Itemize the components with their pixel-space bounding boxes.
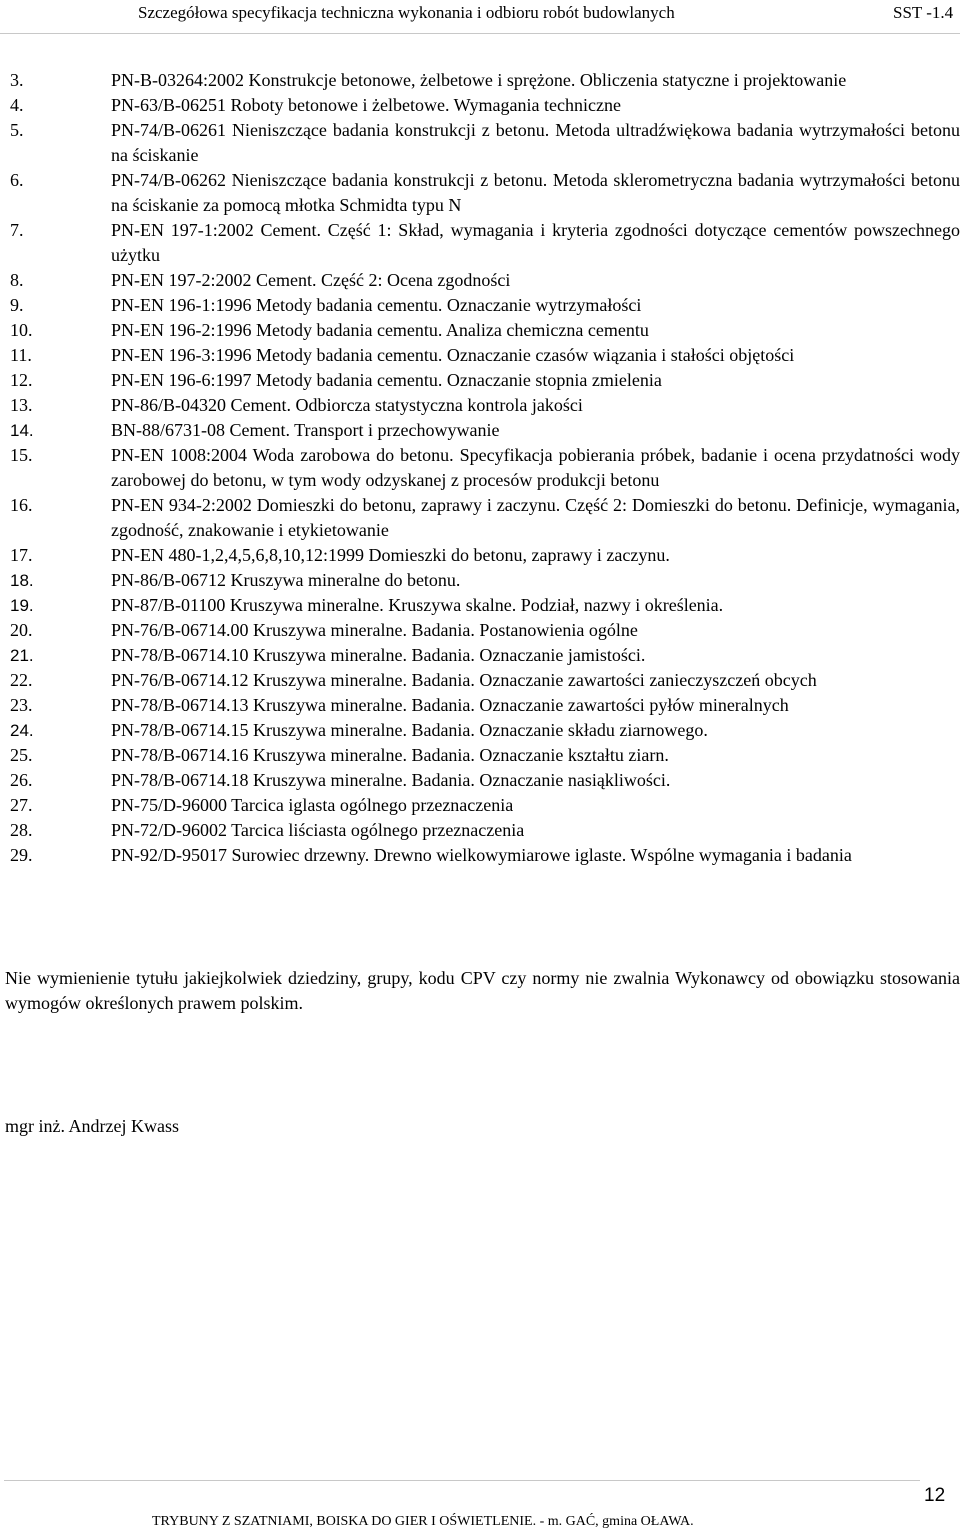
reference-text: PN-86/B-04320 Cement. Odbiorcza statystyczna kontrola jakości (111, 395, 583, 415)
reference-number: 19. (10, 596, 34, 615)
reference-item (0, 668, 960, 693)
reference-text: PN-92/D-95017 Surowiec drzewny. Drewno wielkowymiarowe iglaste. Wspólne wymagania i badania (111, 845, 852, 865)
reference-item (0, 693, 960, 718)
reference-number: 3. (10, 70, 24, 90)
reference-number: 21. (10, 646, 34, 665)
reference-item (0, 268, 960, 293)
reference-number: 24. (10, 721, 34, 740)
reference-text: PN-EN 196-2:1996 Metody badania cementu. Analiza chemiczna cementu (111, 320, 649, 340)
reference-item (0, 743, 960, 768)
reference-text: BN-88/6731-08 Cement. Transport i przechowywanie (111, 420, 500, 440)
references-list (0, 68, 960, 868)
reference-item (0, 293, 960, 318)
reference-item (0, 593, 960, 618)
reference-text: PN-72/D-96002 Tarcica liściasta ogólnego przeznaczenia (111, 820, 525, 840)
reference-number: 12. (10, 370, 33, 390)
reference-number: 27. (10, 795, 33, 815)
reference-number: 25. (10, 745, 33, 765)
reference-text: PN-EN 480-1,2,4,5,6,8,10,12:1999 Domieszki do betonu, zaprawy i zaczynu. (111, 545, 670, 565)
reference-text: PN-76/B-06714.12 Kruszywa mineralne. Badania. Oznaczanie zawartości zanieczyszczeń obcych (111, 670, 817, 690)
reference-number: 6. (10, 170, 24, 190)
reference-number: 26. (10, 770, 33, 790)
reference-number: 28. (10, 820, 33, 840)
reference-number: 16. (10, 495, 33, 515)
reference-text: PN-87/B-01100 Kruszywa mineralne. Kruszywa skalne. Podział, nazwy i określenia. (111, 595, 724, 615)
reference-number: 7. (10, 220, 24, 240)
reference-item (0, 643, 960, 668)
reference-number: 14. (10, 421, 34, 440)
reference-text: PN-76/B-06714.00 Kruszywa mineralne. Badania. Postanowienia ogólne (111, 620, 638, 640)
reference-number: 23. (10, 695, 33, 715)
reference-item (0, 368, 960, 393)
reference-number: 11. (10, 345, 32, 365)
reference-item (0, 93, 960, 118)
reference-text: PN-B-03264:2002 Konstrukcje betonowe, żelbetowe i sprężone. Obliczenia statyczne i projektowanie (111, 70, 847, 90)
reference-item (0, 543, 960, 568)
page-number: 12 (924, 1485, 946, 1506)
header-document-code: SST -1.4 (893, 3, 954, 22)
signature: mgr inż. Andrzej Kwass (5, 1116, 179, 1136)
reference-text: PN-75/D-96000 Tarcica iglasta ogólnego przeznaczenia (111, 795, 514, 815)
reference-item (0, 393, 960, 418)
page-header (0, 0, 960, 34)
reference-item (0, 493, 960, 543)
reference-item (0, 568, 960, 593)
reference-text: PN-EN 934-2:2002 Domieszki do betonu, zaprawy i zaczynu. Część 2: Domieszki do betonu. Definicje, wymagania, zgodność, znakowanie i etykietowanie (111, 495, 960, 540)
reference-text: PN-78/B-06714.15 Kruszywa mineralne. Badania. Oznaczanie składu ziarnowego. (111, 720, 708, 740)
footer-divider (4, 1480, 920, 1481)
reference-number: 10. (10, 320, 33, 340)
reference-number: 18. (10, 571, 34, 590)
reference-text: PN-74/B-06262 Nieniszczące badania konstrukcji z betonu. Metoda sklerometryczna badania wytrzymałości betonu na ściskanie za pomocą młotka Schmidta typu N (111, 170, 960, 215)
reference-number: 5. (10, 120, 24, 140)
reference-text: PN-74/B-06261 Nieniszczące badania konstrukcji z betonu. Metoda ultradźwiękowa badania wytrzymałości betonu na ściskanie (111, 120, 960, 165)
reference-text: PN-78/B-06714.10 Kruszywa mineralne. Badania. Oznaczanie jamistości. (111, 645, 646, 665)
reference-number: 17. (10, 545, 33, 565)
reference-item (0, 818, 960, 843)
reference-item (0, 318, 960, 343)
header-title: Szczegółowa specyfikacja techniczna wykonania i odbioru robót budowlanych (138, 3, 675, 22)
reference-item (0, 718, 960, 743)
reference-text: PN-78/B-06714.16 Kruszywa mineralne. Badania. Oznaczanie kształtu ziarn. (111, 745, 669, 765)
reference-text: PN-EN 196-6:1997 Metody badania cementu. Oznaczanie stopnia zmielenia (111, 370, 662, 390)
reference-item (0, 768, 960, 793)
reference-text: PN-EN 197-1:2002 Cement. Część 1: Skład, wymagania i kryteria zgodności dotyczące cementów powszechnego użytku (111, 220, 960, 265)
reference-text: PN-86/B-06712 Kruszywa mineralne do betonu. (111, 570, 461, 590)
reference-text: PN-EN 1008:2004 Woda zarobowa do betonu. Specyfikacja pobierania próbek, badanie i ocena przydatności wody zarobowej do betonu, w tym wody odzyskanej z procesów produkcji betonu (111, 445, 960, 490)
reference-number: 29. (10, 845, 33, 865)
reference-number: 9. (10, 295, 24, 315)
reference-item (0, 843, 960, 868)
note-paragraph: Nie wymienienie tytułu jakiejkolwiek dziedziny, grupy, kodu CPV czy normy nie zwalnia Wykonawcy od obowiązku stosowania wymogów określonych prawem polskim. (5, 968, 960, 1013)
reference-item (0, 443, 960, 493)
reference-item (0, 68, 960, 93)
footer-project-title: TRYBUNY Z SZATNIAMI, BOISKA DO GIER I OŚWIETLENIE. - m. GAĆ, gmina OŁAWA. (152, 1514, 694, 1529)
reference-item (0, 118, 960, 168)
reference-number: 13. (10, 395, 33, 415)
reference-text: PN-63/B-06251 Roboty betonowe i żelbetowe. Wymagania techniczne (111, 95, 621, 115)
reference-text: PN-78/B-06714.13 Kruszywa mineralne. Badania. Oznaczanie zawartości pyłów mineralnych (111, 695, 789, 715)
reference-item (0, 343, 960, 368)
reference-text: PN-EN 196-3:1996 Metody badania cementu. Oznaczanie czasów wiązania i stałości objętości (111, 345, 795, 365)
reference-text: PN-EN 197-2:2002 Cement. Część 2: Ocena zgodności (111, 270, 511, 290)
reference-text: PN-EN 196-1:1996 Metody badania cementu. Oznaczanie wytrzymałości (111, 295, 642, 315)
reference-number: 22. (10, 670, 33, 690)
reference-number: 20. (10, 620, 33, 640)
reference-item (0, 418, 960, 443)
reference-item (0, 218, 960, 268)
reference-item (0, 793, 960, 818)
reference-number: 8. (10, 270, 24, 290)
reference-item (0, 168, 960, 218)
reference-number: 4. (10, 95, 24, 115)
reference-item (0, 618, 960, 643)
reference-number: 15. (10, 445, 33, 465)
reference-text: PN-78/B-06714.18 Kruszywa mineralne. Badania. Oznaczanie nasiąkliwości. (111, 770, 671, 790)
